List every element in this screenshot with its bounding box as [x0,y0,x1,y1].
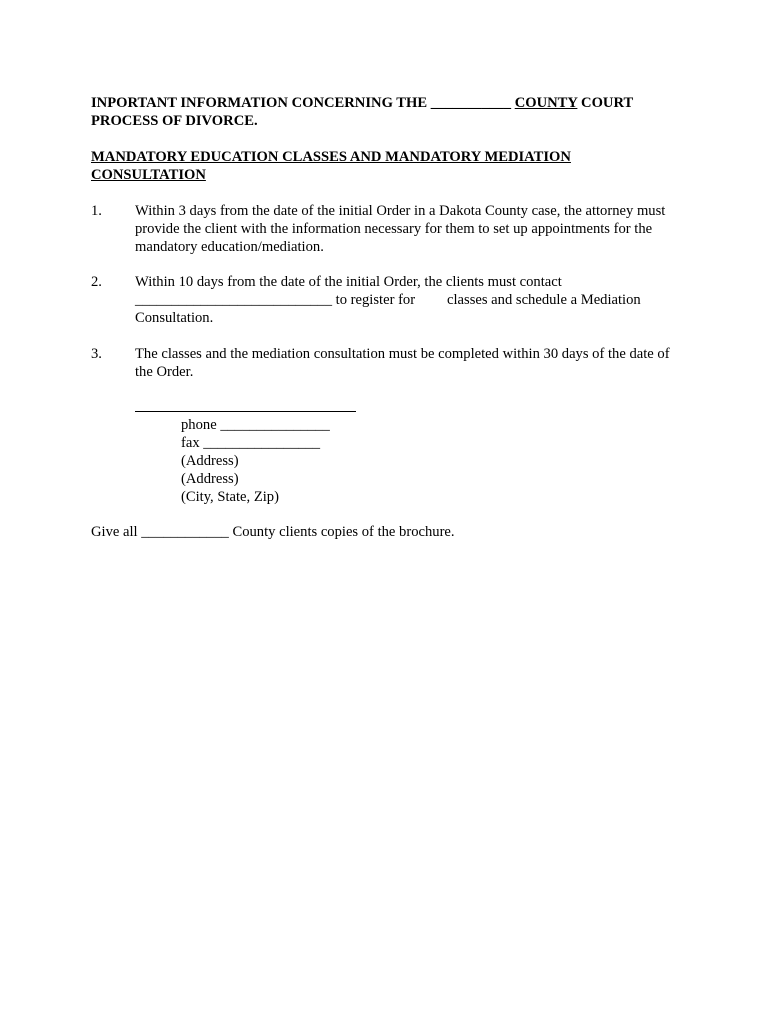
item-3-line-1: The classes and the mediation consultation must be completed within 30 days of the date of [135,346,670,362]
heading-suffix: COURT [577,95,634,111]
section-title-line1: MANDATORY EDUCATION CLASSES AND MANDATORY MEDIATION [91,149,571,165]
section-title-line2: CONSULTATION [91,167,206,183]
item-1-line-2: provide the client with the information necessary for them to set up appointments for the [135,221,653,237]
contact-phone: phone _______________ [181,417,330,433]
document-heading [91,94,691,112]
item-1-number: 1. [91,203,102,219]
document-subheading: PROCESS OF DIVORCE. [91,113,258,129]
contact-name-line [135,411,356,412]
item-2-line-1: Within 10 days from the date of the initial Order, the clients must contact [135,274,562,290]
item-2-line-3: Consultation. [135,310,214,326]
contact-fax: fax ________________ [181,435,321,451]
item-3-line-2: the Order. [135,364,194,380]
brochure-instruction: Give all ____________ County clients copies of the brochure. [91,524,455,540]
heading-county: COUNTY [514,95,578,111]
section-title-line2-wrap [91,166,691,184]
item-2-number: 2. [91,274,102,290]
heading-prefix: INPORTANT INFORMATION CONCERNING THE ___________ [91,95,515,111]
item-2-line-2: ___________________________ to register for [135,292,416,308]
item-1-line-1: Within 3 days from the date of the initial Order in a Dakota County case, the attorney must [135,203,666,219]
item-1-line-3: mandatory education/mediation. [135,239,324,255]
contact-address-1: (Address) [181,453,239,469]
item-3-number: 3. [91,346,102,362]
contact-address-2: (Address) [181,471,239,487]
contact-city-state-zip: (City, State, Zip) [181,489,279,505]
item-2-line-2b: classes and schedule a Mediation [447,292,641,308]
